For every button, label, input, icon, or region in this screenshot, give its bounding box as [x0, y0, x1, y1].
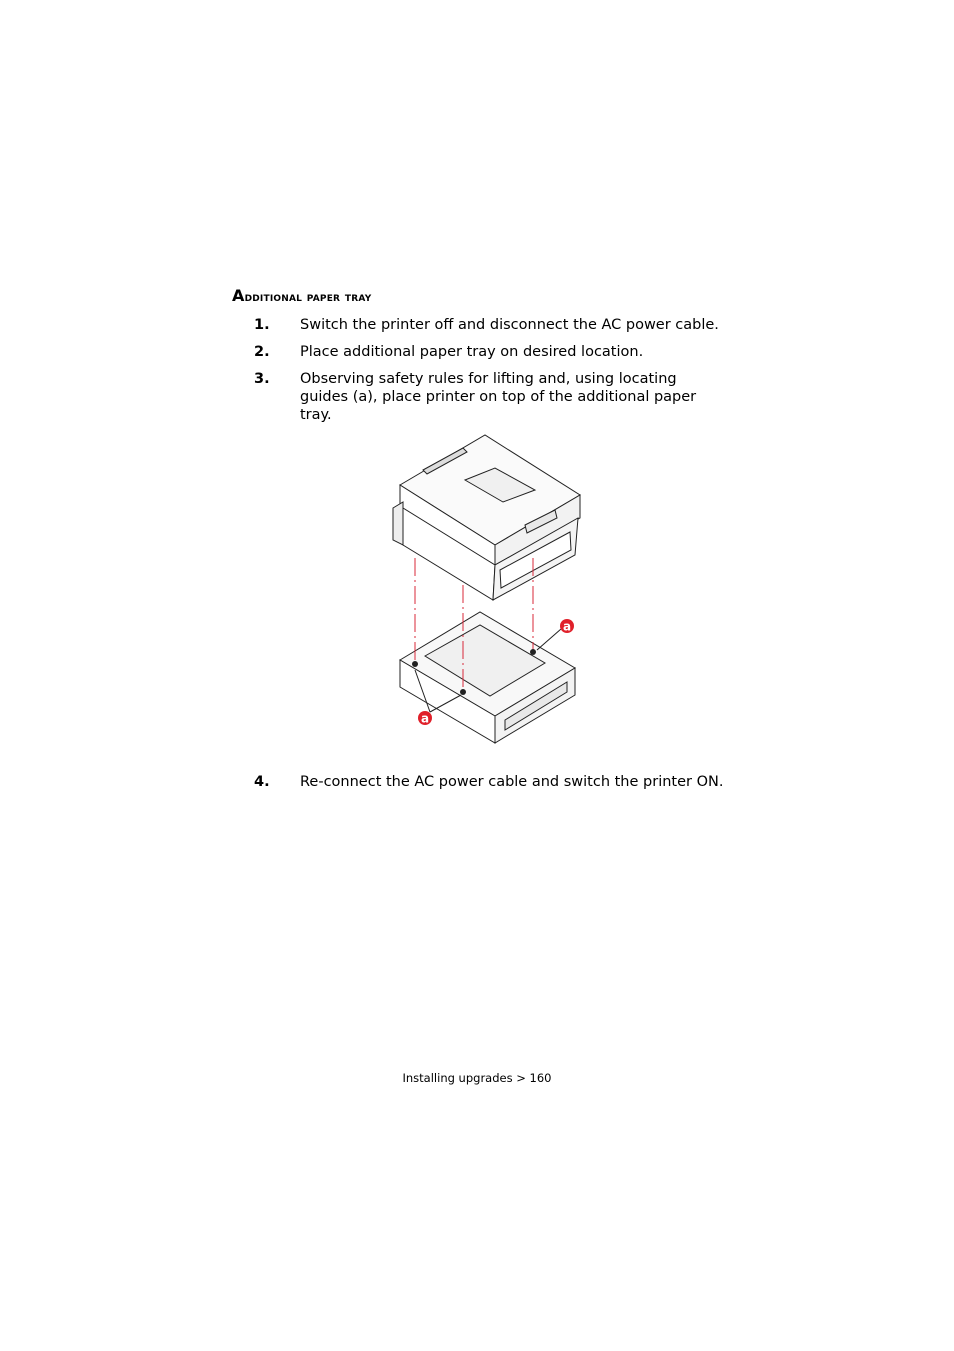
step-number: 2. — [254, 344, 270, 360]
step-text: Re-connect the AC power cable and switch the printer ON. — [300, 774, 724, 790]
callout-label: a — [562, 619, 572, 634]
step-text: Observing safety rules for lifting and, using locating guides (a), place printer on top of the additional paper tray. — [300, 371, 697, 423]
step-number: 3. — [254, 371, 270, 387]
step-text: Switch the printer off and disconnect the AC power cable. — [300, 317, 719, 333]
section-heading-initial: A — [232, 286, 245, 305]
step-number: 4. — [254, 774, 270, 790]
callout-a-lower — [418, 711, 432, 726]
step-number: 1. — [254, 317, 270, 333]
page-footer: Installing upgrades > 160 — [402, 1071, 552, 1085]
printer-tray-illustration — [385, 430, 585, 750]
callout-a-upper — [560, 619, 574, 634]
callout-label: a — [420, 711, 430, 726]
section-heading-rest: dditional paper tray — [244, 290, 372, 305]
section-heading — [232, 286, 371, 305]
step-text: Place additional paper tray on desired location. — [300, 344, 644, 360]
printer-drawing — [393, 435, 580, 600]
